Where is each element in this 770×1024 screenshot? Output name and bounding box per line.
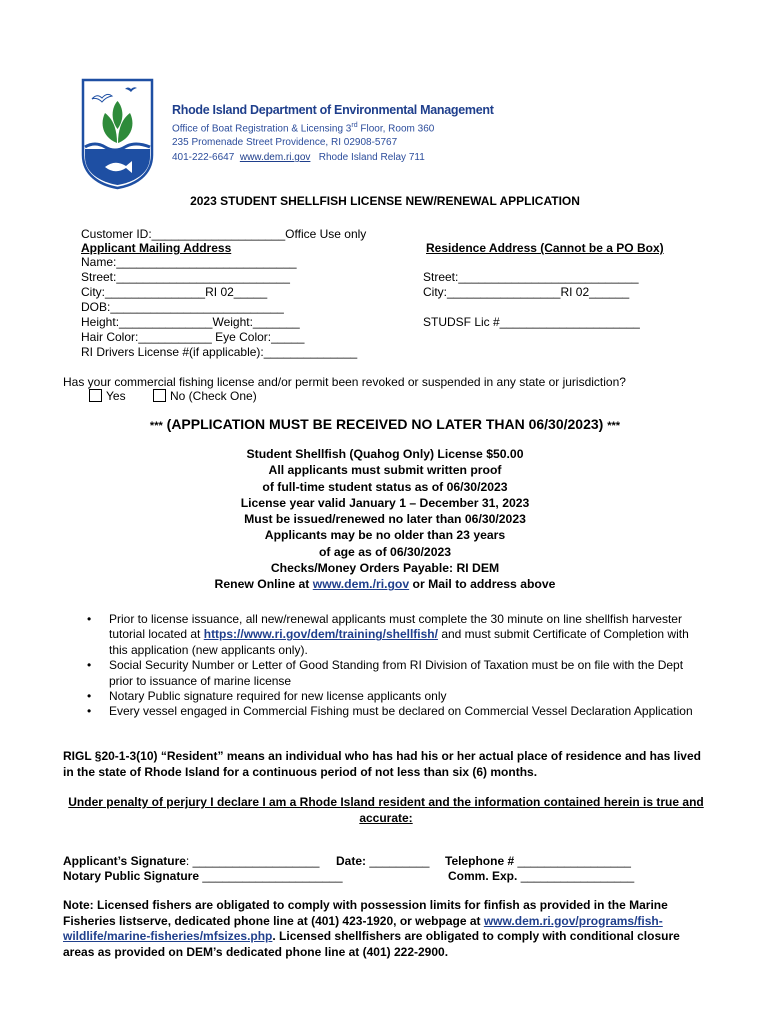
street-line: 235 Promenade Street Providence, RI 02908-5767 [172, 137, 398, 148]
hair-eye-field[interactable]: Hair Color:___________ Eye Color:_____ [81, 330, 305, 344]
license-info-line: Applicants may be no older than 23 years [264, 528, 506, 543]
name-field[interactable]: Name:___________________________ [81, 255, 297, 269]
perjury-declaration: Under penalty of perjury I declare I am a Rhode Island resident and the information contained herein is true and accurate: [68, 795, 704, 825]
height-weight-field[interactable]: Height:______________Weight:_______ [81, 315, 300, 329]
date-field[interactable]: Date: _________ [336, 854, 430, 868]
mailing-address-header: Applicant Mailing Address [81, 241, 232, 255]
list-item: • Social Security Number or Letter of Good Standing from RI Division of Taxation must be on file with the Dept prior to issuance of marine license [83, 658, 695, 689]
customer-id-field[interactable]: Customer ID:____________________Office Use only [81, 227, 367, 241]
list-item: • Notary Public signature required for new license applicants only [83, 689, 695, 704]
deadline-notice: *** (APPLICATION MUST BE RECEIVED NO LATER THAN 06/30/2023) *** [149, 416, 621, 432]
yes-checkbox[interactable] [89, 389, 102, 402]
studsf-license-field[interactable]: STUDSF Lic #_____________________ [423, 315, 640, 329]
yes-checkbox-option[interactable]: Yes [89, 389, 126, 403]
notary-signature-field[interactable]: Notary Public Signature _____________________ [63, 869, 343, 883]
commission-expiration-field[interactable]: Comm. Exp. _________________ [448, 869, 635, 883]
form-title: 2023 STUDENT SHELLFISH LICENSE NEW/RENEWAL APPLICATION [190, 194, 580, 208]
no-checkbox[interactable] [153, 389, 166, 402]
footer-note: Note: Licensed fishers are obligated to comply with possession limits for finfish as provided in the Marine Fisheries listserve, dedicated phone line at (401) 423-1920, or webpage at www.dem.ri.gov/programs/fish-wildlife/marine-fisheries/mfsizes.php. Licensed shellfishers are obligated to comply with conditional closure areas as provided on DEM’s dedicated phone line at (401) 222-2900. [63, 898, 680, 959]
drivers-license-field[interactable]: RI Drivers License #(if applicable):______________ [81, 345, 358, 359]
list-item: • Prior to license issuance, all new/renewal applicants must complete the 30 minute on line shellfish harvester tutorial located at https://www.ri.gov/dem/training/shellfish/ and must submit Certificate of Completion with this application (new applicants only). [83, 612, 695, 658]
residence-city-field[interactable]: City:_________________RI 02______ [423, 285, 630, 299]
telephone-field[interactable]: Telephone # _________________ [445, 854, 631, 868]
license-info-line: All applicants must submit written proof [268, 463, 502, 478]
applicant-signature-field[interactable]: Applicant’s Signature: ___________________ [63, 854, 320, 868]
no-checkbox-option[interactable]: No (Check One) [153, 389, 257, 403]
renew-line: Renew Online at www.dem./ri.gov or Mail to address above [214, 577, 556, 592]
revocation-question: Has your commercial fishing license and/or permit been revoked or suspended in any state or jurisdiction? [63, 375, 626, 389]
license-info-line: Must be issued/renewed no later than 06/30/2023 [244, 512, 526, 527]
license-info [0, 446, 770, 593]
license-info-line: of age as of 06/30/2023 [318, 544, 452, 559]
license-info-line: Checks/Money Orders Payable: RI DEM [270, 561, 500, 576]
license-info-line: of full-time student status as of 06/30/2023 [262, 479, 508, 494]
residence-street-field[interactable]: Street:___________________________ [423, 270, 639, 284]
website-link[interactable]: www.dem.ri.gov [239, 152, 311, 163]
agency-name: Rhode Island Department of Environmental Management [172, 103, 494, 117]
ri-dem-logo [80, 77, 155, 190]
dob-field[interactable]: DOB:__________________________ [81, 300, 284, 314]
street-field[interactable]: Street:__________________________ [81, 270, 290, 284]
license-info-line: Student Shellfish (Quahog Only) License $50.00 [246, 447, 524, 461]
city-field[interactable]: City:_______________RI 02_____ [81, 285, 268, 299]
mfsizes-link[interactable]: www.dem.ri.gov/programs/fish-wildlife/marine-fisheries/mfsizes.php [63, 913, 663, 943]
requirements-list [83, 612, 695, 720]
renew-link[interactable]: www.dem./ri.gov [312, 577, 410, 592]
office-line: Office of Boat Registration & Licensing 3rd Floor, Room 360 [172, 122, 435, 135]
license-info-line: License year valid January 1 – December 31, 2023 [240, 495, 530, 510]
residence-address-header: Residence Address (Cannot be a PO Box) [426, 241, 664, 255]
contact-line: 401-222-6647 www.dem.ri.gov Rhode Island Relay 711 [172, 152, 425, 163]
tutorial-link[interactable]: https://www.ri.gov/dem/training/shellfish/ [203, 627, 438, 642]
license-info-lines [0, 446, 770, 576]
list-item: • Every vessel engaged in Commercial Fishing must be declared on Commercial Vessel Declaration Application [83, 704, 695, 719]
rigl-definition: RIGL §20-1-3(10) “Resident” means an individual who has had his or her actual place of residence and has lived in the state of Rhode Island for a continuous period of not less than six (6) months. [63, 749, 701, 779]
